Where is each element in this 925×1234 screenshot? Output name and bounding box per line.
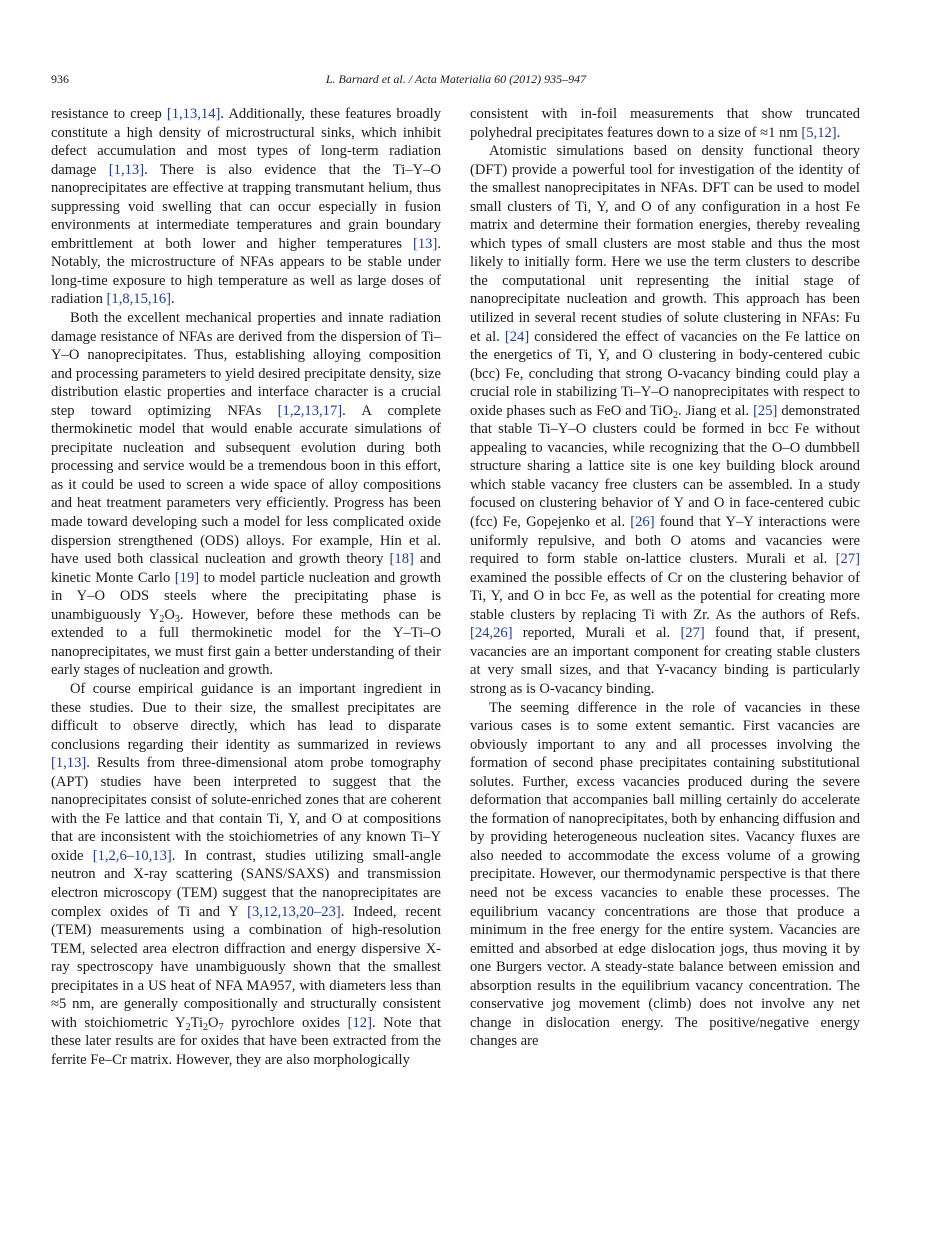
page-number: 936 <box>51 72 69 86</box>
citation-link[interactable]: [1,13] <box>108 161 145 178</box>
citation-link[interactable]: [25] <box>753 402 778 419</box>
right-column <box>470 105 860 1051</box>
citation-link[interactable]: [18] <box>389 551 414 568</box>
citation-link[interactable]: [12] <box>347 1014 372 1031</box>
citation-link[interactable]: [27] <box>835 551 860 568</box>
citation-link[interactable]: [1,2,13,17] <box>277 402 343 419</box>
paragraph: Atomistic simulations based on density functional theory (DFT) provide a powerful tool for investigation of the identity of the smallest nanoprecipitates in NFAs. DFT can be used to model small clusters of Ti, Y, and O of any configuration in a host Fe matrix and determine their formation energies, thereby revealing which types of small clusters are most stable and thus the most likely to initially form. Here we use the term clusters to describe the computational unit representing the initial stage of nanoprecipitate nucleation and growth. This approach has been utilized in several recent studies of solute clustering in NFAs: Fu et al. [24] considered the effect of vacancies on the Fe lattice on the energetics of Ti, Y, and O clustering in body-centered cubic (bcc) Fe, concluding that strong O-vacancy binding could play a crucial role in stabilizing Ti–Y–O nanoprecipitates with respect to oxide phases such as FeO and TiO$_2$. Jiang et al. [25] demonstrated that stable Ti–Y–O clusters could be formed in bcc Fe without appealing to vacancies, while recognizing that the O–O dumbbell structure sharing a lattice site is one key building block around which stable vacancy free clusters can be assembled. In a study focused on clustering behavior of Y and O in face-centered cubic (fcc) Fe, Gopejenko et al. [26] found that Y–Y interactions were uniformly repulsive, and both O atoms and vacancies were required to form stable on-lattice clusters. Murali et al. [27] examined the possible effects of Cr on the clustering behavior of Ti, Y, and O in bcc Fe, as well as the potential for creating more stable clusters by replacing Ti with Zr. As the authors of Refs. [24,26] reported, Murali et al. [27] found that, if present, vacancies are an important component for creating stable clusters at very small sizes, and that Y-vacancy binding is particularly strong as is O-vacancy binding. <box>470 143 860 697</box>
citation-link[interactable]: [1,13] <box>51 755 87 772</box>
citation-link[interactable]: [13] <box>413 235 438 252</box>
citation-link[interactable]: [19] <box>174 569 200 586</box>
citation-link[interactable]: [3,12,13,20–23] <box>247 903 341 920</box>
paragraph: Both the excellent mechanical properties and innate radiation damage resistance of NFAs are derived from the dispersion of Ti–Y–O nanoprecipitates. Thus, establishing alloying composition and processing parameters to yield desired precipitate density, size distribution elastic properties and interface character is a crucial step toward optimizing NFAs [1,2,13,17]. A complete thermokinetic model that would enable accurate simulations of precipitate nucleation and subsequent evolution during both processing and service would be a tremendous boon in this effort, as it could be used to screen a wide space of alloy compositions and heat treatment parameters very efficiently. Progress has been made toward developing such a model for less complicated oxide dispersion strengthened (ODS) alloys. For example, Hin et al. have used both classical nucleation and growth theory [18] and kinetic Monte Carlo [19] to model particle nucleation and growth in Y–O ODS steels where the precipitating phase is unambiguously $Y_2O_3$. However, before these methods can be extended to a full thermokinetic model for the Y–Ti–O nanoprecipitates, we must first gain a better understanding of their early stages of nucleation and growth. <box>51 310 442 679</box>
citation-link[interactable]: [5,12] <box>801 124 837 141</box>
journal-citation-line: L. Barnard et al. / Acta Materialia 60 (2012) 935–947 <box>325 72 587 86</box>
paragraph: The seeming difference in the role of vacancies in these various cases is to some extent semantic. First vacancies are obviously important to any and all processes involving the formation of second phase precipitates containing substitutional solutes. Further, excess vacancies produced during the severe deformation that accompanies ball milling certainly do accelerate the formation of nanoprecipitates, both by enhancing diffusion and by providing heterogeneous nucleation sites. Vacancy fluxes are also needed to accommodate the excess volume of a growing precipitate. However, our thermodynamic perspective is that there need not be excess vacancies to enable these processes. The equilibrium vacancy concentrations are those that produce a minimum in the free energy for the entire system. Vacancies are emitted and absorbed at edge dislocation jogs, thus moving it by one Burgers vector. A steady-state balance between emission and absorption results in the equilibrium vacancy concentration. The conservative jog movement (climb) does not involve any net change in dislocation energy. The positive/negative energy changes are <box>470 699 861 1050</box>
citation-link[interactable]: [24,26] <box>470 625 513 642</box>
paragraph: consistent with in-foil measurements that show truncated polyhedral precipitates features down to a size of ≈1 nm [5,12]. <box>470 106 860 141</box>
running-header <box>51 72 861 90</box>
citation-link[interactable]: [26] <box>630 514 655 531</box>
citation-link[interactable]: [1,2,6–10,13] <box>92 847 172 864</box>
citation-link[interactable]: [27] <box>680 625 705 642</box>
citation-link[interactable]: [24] <box>504 328 530 345</box>
left-column <box>51 105 441 1069</box>
paragraph: resistance to creep [1,13,14]. Additionally, these features broadly constitute a high density of microstructural sinks, which inhibit defect accumulation and most types of long-term radiation damage [1,13]. There is also evidence that the Ti–Y–O nanoprecipitates are effective at trapping transmutant helium, thus suppressing void swelling that can occur especially in fusion environments at intermediate temperatures and grain boundary embrittlement at both lower and higher temperatures [13]. Notably, the microstructure of NFAs appears to be stable under long-time exposure to high temperature as well as large doses of radiation [1,8,15,16]. <box>51 106 442 308</box>
citation-link[interactable]: [1,8,15,16] <box>106 291 171 308</box>
citation-link[interactable]: [1,13,14] <box>166 106 221 122</box>
paragraph: Of course empirical guidance is an important ingredient in these studies. Due to their size, the smallest precipitates are difficult to observe directly, which has lead to disparate conclusions regarding their identity as summarized in reviews [1,13]. Results from three-dimensional atom probe tomography (APT) studies have been interpreted to suggest that the nanoprecipitates consist of solute-enriched zones that are coherent with the Fe lattice and that contain Ti, Y, and O at compositions that are inconsistent with the stoichiometries of any known Ti–Y oxide [1,2,6–10,13]. In contrast, studies utilizing small-angle neutron and X-ray scattering (SANS/SAXS) and transmission electron microscopy (TEM) suggest that the nanoprecipitates are complex oxides of Ti and Y [3,12,13,20–23]. Indeed, recent (TEM) measurements using a combination of high-resolution TEM, selected area electron diffraction and energy dispersive X-ray spectroscopy have unambiguously shown that the smallest precipitates in a US heat of NFA MA957, with diameters less than ≈5 nm, are generally compositionally and structurally consistent with stoichiometric $Y_2Ti_2O_7$ pyrochlore oxides [12]. Note that these later results are for oxides that have been extracted from the ferrite Fe–Cr matrix. However, they are also morphologically <box>51 680 442 1068</box>
